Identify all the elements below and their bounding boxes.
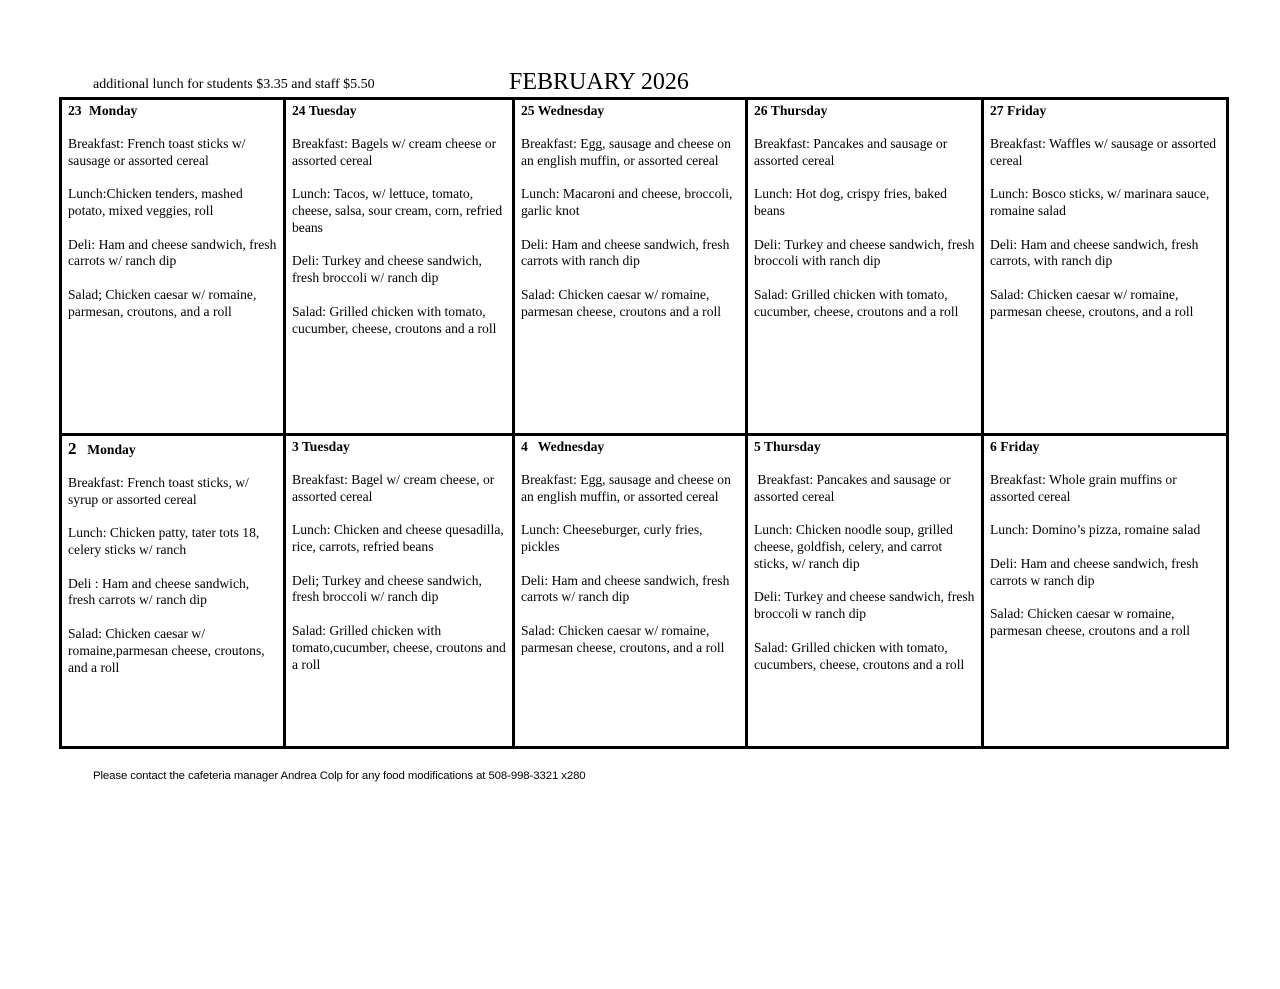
day-weekday: Monday	[89, 103, 138, 118]
day-number: 23	[68, 103, 82, 118]
breakfast-item: Breakfast: Waffles w/ sausage or assorted cereal	[990, 135, 1217, 168]
day-weekday: Friday	[1007, 103, 1047, 118]
deli-item: Deli; Turkey and cheese sandwich, fresh broccoli w/ ranch dip	[292, 572, 482, 605]
contact-note: Please contact the cafeteria manager Andrea Colp for any food modifications at 508-998-3321 x280	[93, 770, 586, 782]
day-number: 5	[754, 439, 761, 454]
breakfast-item: Breakfast: French toast sticks w/ sausage or assorted cereal	[68, 135, 246, 168]
salad-item: Salad: Chicken caesar w/ romaine, parmesan cheese, croutons, and a roll	[990, 286, 1194, 319]
day-weekday: Tuesday	[301, 439, 350, 454]
lunch-item: Lunch: Chicken noodle soup, grilled cheese, goldfish, celery, and carrot sticks, w/ ranch dip	[754, 522, 953, 571]
salad-item: Salad: Grilled chicken with tomato, cucumbers, cheese, croutons and a roll	[754, 639, 965, 672]
breakfast-item: Breakfast: Bagel w/ cream cheese, or assorted cereal	[292, 471, 495, 504]
day-weekday: Friday	[1000, 439, 1040, 454]
day-header	[292, 438, 506, 455]
day-number: 4	[521, 439, 528, 454]
menu-calendar	[59, 97, 1229, 749]
day-weekday: Tuesday	[308, 103, 357, 118]
day-weekday: Wednesday	[537, 439, 605, 454]
breakfast-item: Breakfast: Bagels w/ cream cheese or assorted cereal	[292, 135, 497, 168]
day-header	[292, 102, 506, 119]
lunch-item: Lunch: Macaroni and cheese, broccoli, garlic knot	[521, 186, 733, 218]
deli-item: Deli: Ham and cheese sandwich, fresh carrots w ranch dip	[990, 555, 1199, 588]
day-header	[521, 102, 739, 119]
day-cell	[286, 100, 515, 436]
deli-item: Deli: Turkey and cheese sandwich, fresh broccoli w/ ranch dip	[292, 253, 482, 286]
salad-item: Salad: Grilled chicken with tomato,cucumber, cheese, croutons and a roll	[292, 622, 506, 672]
day-cell	[286, 436, 515, 746]
lunch-item: Lunch: Chicken and cheese quesadilla, rice, carrots, refried beans	[292, 522, 504, 554]
salad-item: Salad: Chicken caesar w romaine, parmesan cheese, croutons and a roll	[990, 606, 1191, 638]
salad-item: Salad: Chicken caesar w/ romaine,parmesan cheese, croutons, and a roll	[68, 625, 265, 675]
day-number: 27	[990, 103, 1004, 118]
breakfast-item: Breakfast: Egg, sausage and cheese on an english muffin, or assorted cereal	[521, 471, 731, 504]
day-number: 3	[292, 439, 299, 454]
day-number: 25	[521, 103, 535, 118]
day-cell	[515, 436, 748, 746]
day-cell	[984, 436, 1226, 746]
day-header	[521, 438, 739, 455]
salad-item: Salad: Chicken caesar w/ romaine, parmesan cheese, croutons and a roll	[521, 286, 722, 319]
day-cell	[748, 436, 984, 746]
lunch-item: Lunch:Chicken tenders, mashed potato, mixed veggies, roll	[68, 186, 243, 218]
day-number: 2	[68, 439, 77, 458]
day-weekday: Thursday	[763, 439, 821, 454]
day-header	[754, 102, 975, 119]
lunch-item: Lunch: Domino’s pizza, romaine salad	[990, 522, 1201, 538]
lunch-item: Lunch: Tacos, w/ lettuce, tomato, cheese, salsa, sour cream, corn, refried beans	[292, 186, 503, 235]
day-header	[990, 102, 1220, 119]
day-weekday: Wednesday	[537, 103, 605, 118]
salad-item: Salad; Chicken caesar w/ romaine, parmesan, croutons, and a roll	[68, 286, 257, 319]
lunch-item: Lunch: Bosco sticks, w/ marinara sauce, romaine salad	[990, 186, 1210, 218]
deli-item: Deli: Turkey and cheese sandwich, fresh broccoli w ranch dip	[754, 589, 975, 622]
day-header	[754, 438, 975, 455]
breakfast-item: Breakfast: Pancakes and sausage or assorted cereal	[754, 471, 955, 504]
day-header	[68, 102, 277, 119]
deli-item: Deli: Ham and cheese sandwich, fresh carrots w/ ranch dip	[68, 236, 277, 269]
day-cell	[748, 100, 984, 436]
day-header	[990, 438, 1220, 455]
day-cell	[515, 100, 748, 436]
breakfast-item: Breakfast: Pancakes and sausage or assorted cereal	[754, 135, 948, 168]
day-number: 26	[754, 103, 768, 118]
salad-item: Salad: Grilled chicken with tomato, cucumber, cheese, croutons and a roll	[754, 286, 959, 319]
day-number: 6	[990, 439, 997, 454]
month-title: FEBRUARY 2026	[509, 69, 689, 95]
deli-item: Deli : Ham and cheese sandwich, fresh carrots w/ ranch dip	[68, 575, 250, 608]
price-note: additional lunch for students $3.35 and staff $5.50	[93, 77, 375, 92]
day-cell	[62, 100, 286, 436]
deli-item: Deli: Ham and cheese sandwich, fresh carrots, with ranch dip	[990, 236, 1199, 269]
lunch-item: Lunch: Chicken patty, tater tots 18, celery sticks w/ ranch	[68, 525, 260, 557]
breakfast-item: Breakfast: Egg, sausage and cheese on an english muffin, or assorted cereal	[521, 135, 731, 168]
salad-item: Salad: Chicken caesar w/ romaine, parmesan cheese, croutons, and a roll	[521, 622, 725, 655]
day-weekday: Monday	[87, 442, 136, 457]
day-number: 24	[292, 103, 306, 118]
day-weekday: Thursday	[770, 103, 828, 118]
day-cell	[984, 100, 1226, 436]
day-header	[68, 440, 277, 458]
breakfast-item: Breakfast: Whole grain muffins or assorted cereal	[990, 471, 1177, 504]
day-cell	[62, 436, 286, 746]
deli-item: Deli: Turkey and cheese sandwich, fresh broccoli with ranch dip	[754, 236, 975, 269]
deli-item: Deli: Ham and cheese sandwich, fresh carrots w/ ranch dip	[521, 572, 730, 605]
deli-item: Deli: Ham and cheese sandwich, fresh carrots with ranch dip	[521, 236, 730, 269]
lunch-item: Lunch: Cheeseburger, curly fries, pickles	[521, 522, 703, 554]
lunch-item: Lunch: Hot dog, crispy fries, baked beans	[754, 186, 947, 218]
salad-item: Salad: Grilled chicken with tomato, cucumber, cheese, croutons and a roll	[292, 303, 497, 336]
breakfast-item: Breakfast: French toast sticks, w/ syrup or assorted cereal	[68, 474, 249, 507]
